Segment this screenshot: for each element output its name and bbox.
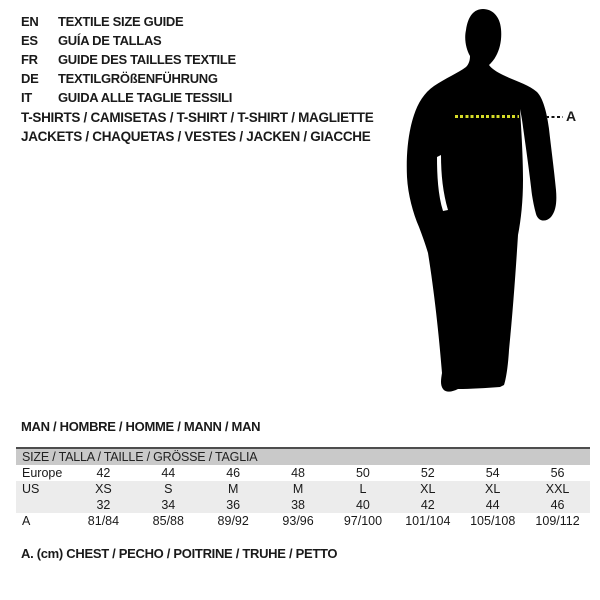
language-guide-title: GUÍA DE TALLAS xyxy=(58,33,162,48)
size-cell: 50 xyxy=(355,466,370,480)
row-label: A xyxy=(22,514,31,528)
size-table-header: SIZE / TALLA / TAILLE / GRÖSSE / TAGLIA xyxy=(16,449,590,465)
size-cell: 40 xyxy=(355,498,370,512)
size-cell: 48 xyxy=(291,466,306,480)
size-cell: 34 xyxy=(161,498,176,512)
size-table-row-us xyxy=(16,481,590,497)
garment-categories xyxy=(21,108,373,146)
language-code: FR xyxy=(21,52,38,67)
language-row-de xyxy=(21,69,236,88)
size-cell: 46 xyxy=(550,498,565,512)
size-cell: 42 xyxy=(420,498,435,512)
size-cell: M xyxy=(227,482,239,496)
row-label xyxy=(16,497,71,513)
size-cell: M xyxy=(292,482,304,496)
language-code: ES xyxy=(21,33,38,48)
garment-category-line-1: T-SHIRTS / CAMISETAS / T-SHIRT / T-SHIRT / MAGLIETTE xyxy=(21,110,374,125)
gender-heading: MAN / HOMBRE / HOMME / MANN / MAN xyxy=(21,419,261,434)
size-cell: XL xyxy=(420,482,436,496)
size-cell: 101/104 xyxy=(405,514,451,528)
row-label: US xyxy=(22,482,40,496)
size-cell: 85/88 xyxy=(152,514,184,528)
size-table-row-us-numeric xyxy=(16,497,590,513)
size-cell: 38 xyxy=(291,498,306,512)
size-cell: 42 xyxy=(96,466,111,480)
size-cell: XL xyxy=(485,482,501,496)
language-guide-title: TEXTILE SIZE GUIDE xyxy=(58,14,184,29)
size-cell: 109/112 xyxy=(535,514,580,528)
chest-measure-line xyxy=(455,115,519,118)
size-cell: 36 xyxy=(226,498,241,512)
language-code: EN xyxy=(21,14,39,29)
size-table-row-europe xyxy=(16,465,590,481)
size-cell: 56 xyxy=(550,466,565,480)
size-cell: 93/96 xyxy=(282,514,314,528)
measurement-footnote: A. (cm) CHEST / PECHO / POITRINE / TRUHE / PETTO xyxy=(21,546,338,561)
size-cell: 89/92 xyxy=(217,514,249,528)
size-cell: 32 xyxy=(96,498,111,512)
man-silhouette xyxy=(390,5,585,397)
language-list xyxy=(21,12,236,107)
size-cell: L xyxy=(359,482,367,496)
size-cell: 44 xyxy=(485,498,500,512)
language-row-en xyxy=(21,12,236,31)
language-guide-title: GUIDE DES TAILLES TEXTILE xyxy=(58,52,236,67)
man-silhouette-figure xyxy=(390,5,585,397)
size-cell: XS xyxy=(95,482,112,496)
size-cell: 44 xyxy=(161,466,176,480)
language-row-es xyxy=(21,31,236,50)
size-cell: 81/84 xyxy=(87,514,120,528)
size-cell: 46 xyxy=(226,466,241,480)
size-table-row-a xyxy=(16,513,590,529)
garment-category-line-2: JACKETS / CHAQUETAS / VESTES / JACKEN / GIACCHE xyxy=(21,129,371,144)
size-cell: 97/100 xyxy=(343,514,383,528)
size-cell: XXL xyxy=(545,482,570,496)
measure-label-a: A xyxy=(566,108,577,124)
language-row-fr xyxy=(21,50,236,69)
language-code: DE xyxy=(21,71,39,86)
row-label: Europe xyxy=(22,466,63,480)
language-row-it xyxy=(21,88,236,107)
size-cell: 105/108 xyxy=(470,514,516,528)
size-cell: 52 xyxy=(420,466,435,480)
measure-pointer-line xyxy=(546,116,563,118)
language-guide-title: TEXTILGRÖßENFÜHRUNG xyxy=(58,71,218,86)
size-table xyxy=(16,447,590,529)
language-guide-title: GUIDA ALLE TAGLIE TESSILI xyxy=(58,90,233,105)
language-code: IT xyxy=(21,90,32,105)
size-cell: 54 xyxy=(485,466,500,480)
size-cell: S xyxy=(164,482,173,496)
